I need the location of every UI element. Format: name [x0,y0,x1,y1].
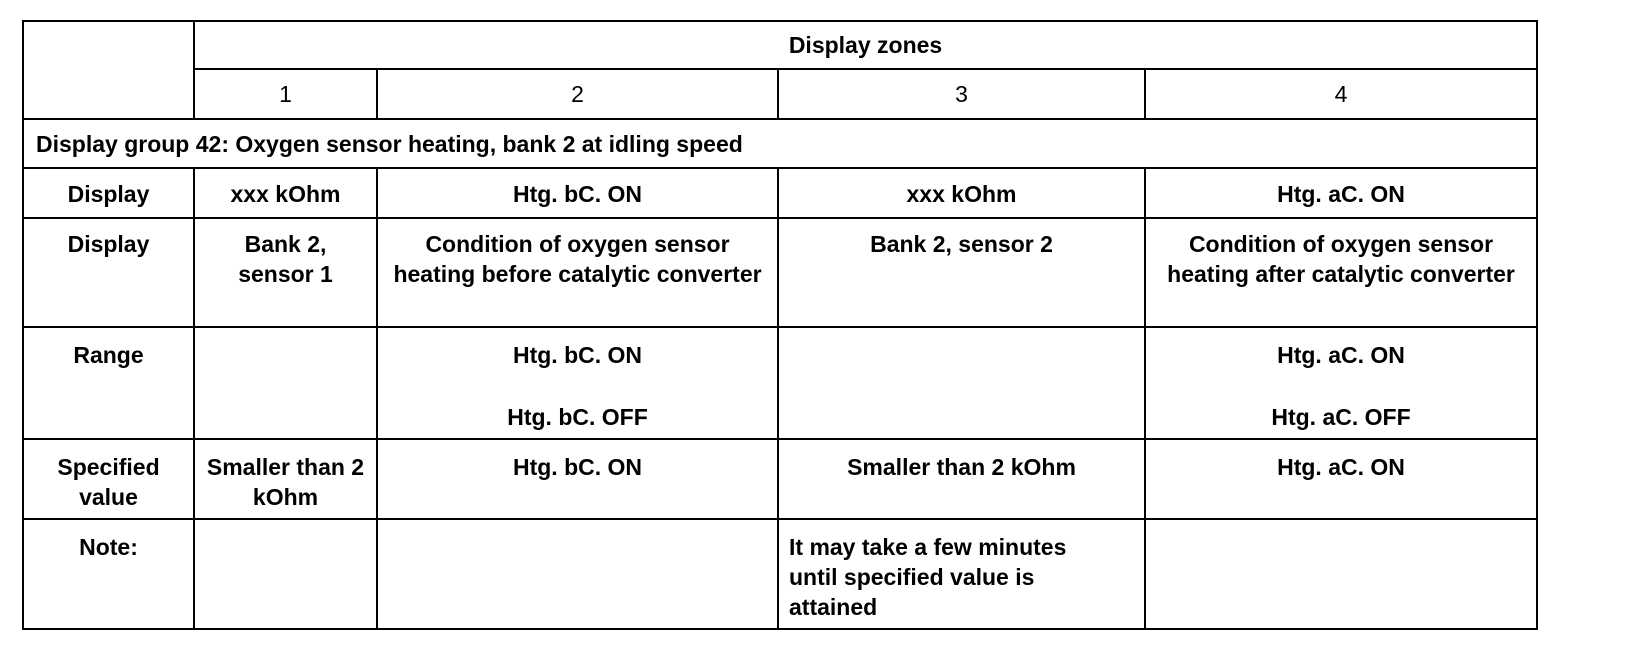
display-desc-zone-2 [377,218,778,327]
row-label-display: Display [23,218,194,327]
specified-zone-1-text: Smaller than 2 kOhm [206,454,365,510]
zone-header-2: 2 [377,69,778,119]
zone-header-4: 4 [1145,69,1537,119]
display-value-zone-4: Htg. aC. ON [1145,168,1537,218]
note-zone-3-text: It may take a few minutes until specified value is attained [789,534,1067,620]
table-row-note [23,519,1537,629]
note-zone-3 [778,519,1145,629]
display-value-zone-3: xxx kOhm [778,168,1145,218]
range-zone-4-on: Htg. aC. ON [1277,342,1405,368]
header-row-title [23,21,1537,69]
display-desc-zone-1-text: Bank 2, sensor 1 [238,231,333,287]
table-row-specified-value [23,439,1537,519]
note-zone-1 [194,519,377,629]
note-zone-2 [377,519,778,629]
group-title: Display group 42: Oxygen sensor heating, bank 2 at idling speed [23,119,1537,168]
row-label-specified-value [23,439,194,519]
specified-zone-3: Smaller than 2 kOhm [778,439,1145,519]
display-value-zone-2: Htg. bC. ON [377,168,778,218]
range-zone-4 [1145,327,1537,439]
range-zone-4-off: Htg. aC. OFF [1271,404,1411,430]
display-desc-zone-3: Bank 2, sensor 2 [778,218,1145,327]
row-label-note: Note: [23,519,194,629]
header-row-zones [23,69,1537,119]
table-row-display-descriptions [23,218,1537,327]
zone-header-3: 3 [778,69,1145,119]
corner-cell [23,21,194,119]
row-label-range: Range [23,327,194,439]
specified-zone-4: Htg. aC. ON [1145,439,1537,519]
range-zone-2 [377,327,778,439]
table-row-range [23,327,1537,439]
table-row-display-values [23,168,1537,218]
specified-zone-2: Htg. bC. ON [377,439,778,519]
display-desc-zone-4-text: Condition of oxygen sensor heating after catalytic converter [1167,231,1515,287]
row-label-specified-value-text: Specified value [57,454,160,510]
display-desc-zone-1 [194,218,377,327]
group-title-row [23,119,1537,168]
zone-header-1: 1 [194,69,377,119]
display-group-table [22,20,1538,630]
specified-zone-1 [194,439,377,519]
row-label-display: Display [23,168,194,218]
display-zones-header: Display zones [194,21,1537,69]
note-zone-4 [1145,519,1537,629]
display-desc-zone-2-text: Condition of oxygen sensor heating before catalytic converter [393,231,762,287]
range-zone-2-on: Htg. bC. ON [512,342,643,368]
range-zone-3 [778,327,1145,439]
display-desc-zone-4 [1145,218,1537,327]
range-zone-2-off: Htg. bC. OFF [507,404,648,430]
display-value-zone-1: xxx kOhm [194,168,377,218]
range-zone-1 [194,327,377,439]
